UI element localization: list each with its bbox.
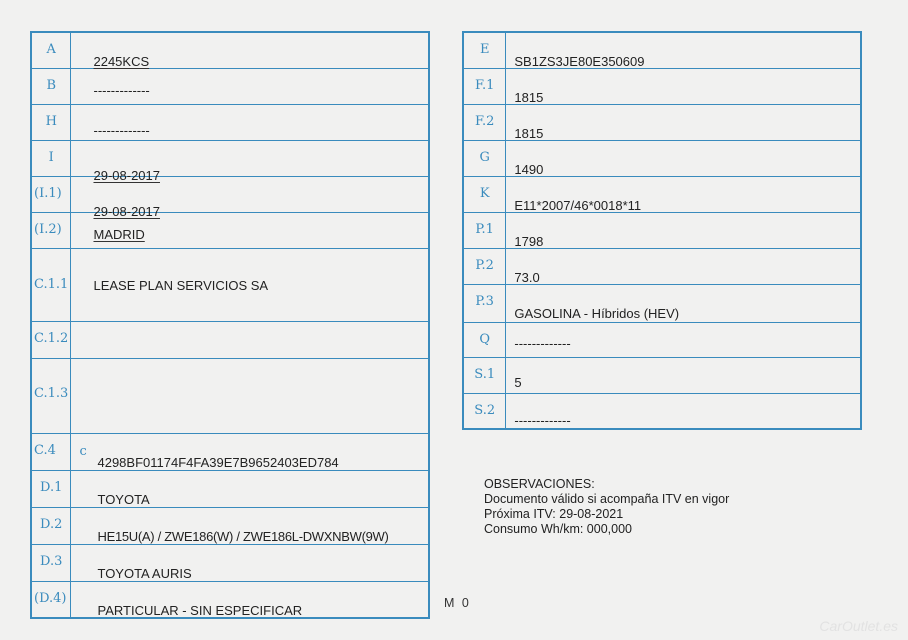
field-value: 1798 [514,233,544,249]
row-s2 [463,393,861,429]
field-code: K [463,176,506,212]
field-value: ------------- [93,122,150,138]
field-code: C.4 [31,433,71,470]
row-c12 [31,321,429,358]
row-h [31,104,429,140]
field-value: 29-08-2017 [93,203,160,219]
field-code: C.1.3 [31,358,71,433]
field-code: A [31,32,71,68]
field-code: G [463,140,506,176]
row-a [31,32,429,68]
field-code: F.2 [463,104,506,140]
field-value: HE15U(A) / ZWE186(W) / ZWE186L-DWXNBW(9W) [97,528,389,544]
row-p1 [463,212,861,248]
field-code: P.1 [463,212,506,248]
row-i1 [31,176,429,212]
field-value: PARTICULAR - SIN ESPECIFICAR [97,602,303,618]
observaciones-block [484,477,729,537]
field-value: 1815 [514,89,544,105]
right-field-table [462,31,862,430]
field-code: C.1.1 [31,248,71,321]
field-code: F.1 [463,68,506,104]
field-value: LEASE PLAN SERVICIOS SA [93,277,269,293]
row-s1 [463,357,861,393]
field-value: TOYOTA [97,491,150,507]
field-code: (I.1) [31,176,71,212]
field-code: I [31,140,71,176]
field-value: 1815 [514,125,544,141]
watermark: CarOutlet.es [819,618,898,634]
observaciones-line: Próxima ITV: 29-08-2021 [484,507,624,521]
field-value: 4298BF01174F4FA39E7B9652403ED784 [97,454,339,470]
field-value: 29-08-2017 [93,167,160,183]
row-d3 [31,544,429,581]
row-i [31,140,429,176]
field-code: P.2 [463,248,506,284]
field-value: ------------- [93,82,150,98]
field-code: C.1.2 [31,321,71,358]
observaciones-line: Consumo Wh/km: 000,000 [484,522,632,536]
field-code: P.3 [463,284,506,322]
field-value: 5 [514,374,522,390]
row-c11 [31,248,429,321]
field-value: MADRID [93,226,145,242]
field-value: ------------- [514,335,571,351]
row-p2 [463,248,861,284]
row-q [463,322,861,357]
row-p3 [463,284,861,322]
field-code: E [463,32,506,68]
field-value: 73.0 [514,269,540,285]
field-code: (D.4) [31,581,71,618]
field-value: SB1ZS3JE80E350609 [514,54,645,69]
field-code: D.2 [31,507,71,544]
field-code: D.1 [31,470,71,507]
field-value: TOYOTA AURIS [97,565,192,581]
row-e [463,32,861,68]
row-f2 [463,104,861,140]
field-code: S.2 [463,393,506,429]
field-code: S.1 [463,357,506,393]
left-field-table [30,31,430,619]
field-subcode: c [79,443,87,459]
field-code: B [31,68,71,104]
footer-mark: M 0 [444,596,471,610]
field-code: D.3 [31,544,71,581]
row-b [31,68,429,104]
field-value: ------------- [514,412,571,428]
field-value: E11*2007/46*0018*11 [514,197,642,213]
row-c4 [31,433,429,470]
row-g [463,140,861,176]
row-d4 [31,581,429,618]
field-code: Q [463,322,506,357]
row-f1 [463,68,861,104]
field-code: H [31,104,71,140]
field-value: GASOLINA - Híbridos (HEV) [514,305,680,321]
observaciones-line: Documento válido si acompaña ITV en vigor [484,492,730,506]
row-i2 [31,212,429,248]
row-k [463,176,861,212]
row-d2 [31,507,429,544]
field-value: 1490 [514,161,544,177]
field-code: (I.2) [31,212,71,248]
observaciones-heading: OBSERVACIONES: [484,477,595,491]
row-d1 [31,470,429,507]
field-value: 2245KCS [93,54,150,69]
row-c13 [31,358,429,433]
